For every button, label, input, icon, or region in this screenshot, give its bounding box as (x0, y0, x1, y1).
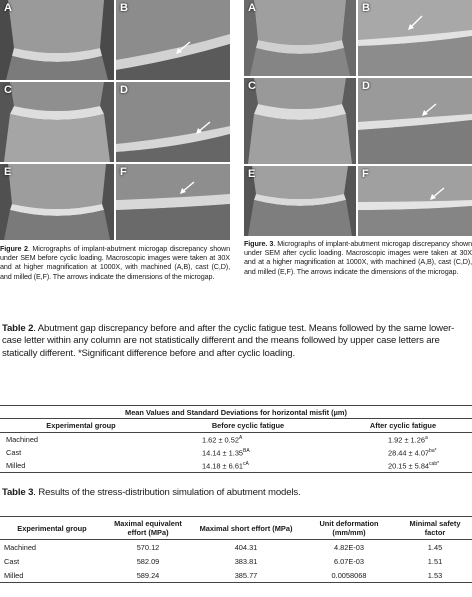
panel-label: C (248, 80, 256, 92)
caption-label: Table 3 (2, 487, 34, 498)
column-header: Maximal short effort (MPa) (192, 517, 300, 540)
micrograph-panel-2a (0, 0, 114, 80)
column-header: Minimal safety factor (398, 517, 472, 540)
panel-label: D (362, 80, 370, 92)
panel-label: B (362, 2, 370, 14)
table-title: Mean Values and Standard Deviations for horizontal misfit (µm) (0, 406, 472, 419)
panel-label: F (362, 168, 369, 180)
micrograph-panel-3a (244, 0, 356, 76)
after-cell: 1.92 ± 1.26$^a$ (388, 434, 428, 445)
table-row (0, 554, 472, 568)
after-cell: $28.44 \pm 4.07^{ba*}$ (388, 447, 437, 458)
table-row (0, 540, 472, 555)
panel-label: D (120, 84, 128, 96)
table-row (0, 446, 472, 459)
panel-label: A (248, 2, 256, 14)
group-cell: Milled (0, 459, 162, 473)
group-cell: Cast (4, 556, 20, 566)
safety-cell: 1.45 (427, 542, 443, 552)
micrograph-panel-2b (116, 0, 230, 80)
after-cell: $20.15 \pm 5.84^{cab*}$ (334, 459, 472, 473)
deform-cell: 6.07E-03 (334, 556, 364, 566)
group-cell: Milled (0, 568, 104, 583)
panel-label: F (120, 166, 127, 178)
table-header-row (0, 517, 472, 540)
caption-label: Figure 2 (0, 244, 28, 253)
equiv-cell: 582.09 (136, 556, 160, 566)
table-3 (0, 516, 472, 583)
before-cell: $14.18 \pm 6.61^{cA}$ (162, 459, 334, 473)
micrograph-panel-3c (244, 78, 356, 164)
micrograph-panel-3e (244, 166, 356, 236)
equiv-cell: 570.12 (136, 542, 160, 552)
caption-label: Table 2 (2, 323, 34, 334)
column-header: Maximal equivalent effort (MPa) (104, 517, 192, 540)
table-row (0, 433, 472, 447)
safety-cell: 1.53 (398, 568, 472, 583)
caption-text: . Micrographs of implant-abutment microgap discrepancy shown under SEM before cyclic loading. Macroscopic images were taken at 30X and at higher magnification at 1000X, with machined (A,B), cast (C,D), and milled (E,F). The arrows indicate the dimensions of the microgap. (0, 244, 230, 281)
caption-text: . Results of the stress-distribution simulation of abutment models. (33, 487, 301, 498)
caption-text: . Micrographs of implant-abutment microgap discrepancy shown under SEM after cyclic loading. Macroscopic images were taken at 30X and at a higher magnification at 1000X, with machined (A,B), cast (C,D), and milled (E,F). The arrows indicate the dimensions of the microgap. (244, 239, 472, 276)
table-2 (0, 405, 472, 473)
caption-label: Figure. 3 (244, 239, 274, 248)
micrograph-panel-2e (0, 164, 114, 240)
before-cell: $1.62 \pm 0.52^A$ (202, 434, 243, 445)
column-header: Before cyclic fatigue (162, 419, 334, 433)
figure-3-caption (244, 239, 472, 276)
micrograph-panel-3f (358, 166, 472, 236)
table-title-row (0, 406, 472, 419)
panel-label: B (120, 2, 128, 14)
safety-cell: 1.51 (427, 556, 443, 566)
before-cell: $14.14 \pm 1.35^{BA}$ (202, 447, 250, 458)
micrograph-panel-2d (116, 82, 230, 162)
short-cell: 385.77 (192, 568, 300, 583)
panel-label: E (4, 166, 12, 178)
deform-cell: 4.82E-03 (334, 542, 364, 552)
column-header: Experimental group (0, 419, 162, 433)
short-cell: 383.81 (234, 556, 258, 566)
micrograph-panel-2c (0, 82, 114, 162)
group-cell: Machined (6, 435, 39, 444)
table-row (0, 568, 472, 583)
panel-label: E (248, 168, 256, 180)
column-header: After cyclic fatigue (334, 419, 472, 433)
column-header: Experimental group (0, 517, 104, 540)
table-2-caption (2, 323, 470, 360)
table-header-row (0, 419, 472, 433)
column-header: Unit deformation (mm/mm) (300, 517, 398, 540)
table-row (0, 459, 472, 473)
panel-label: C (4, 84, 12, 96)
micrograph-panel-3d (358, 78, 472, 164)
figure-2-caption (0, 244, 230, 281)
short-cell: 404.31 (234, 542, 258, 552)
micrograph-panel-3b (358, 0, 472, 76)
micrograph-panel-2f (116, 164, 230, 240)
caption-text: . Abutment gap discrepancy before and after the cyclic fatigue test. Means followed by the same lower-case letter within any column are not statistically different and the means followed by upper case letters are statically different. *Significant difference before and after cyclic loading. (2, 323, 455, 359)
group-cell: Cast (6, 448, 22, 457)
table-3-caption (2, 487, 470, 499)
equiv-cell: 589.24 (104, 568, 192, 583)
panel-label: A (4, 2, 12, 14)
group-cell: Machined (4, 542, 37, 552)
deform-cell: 0.0058068 (300, 568, 398, 583)
